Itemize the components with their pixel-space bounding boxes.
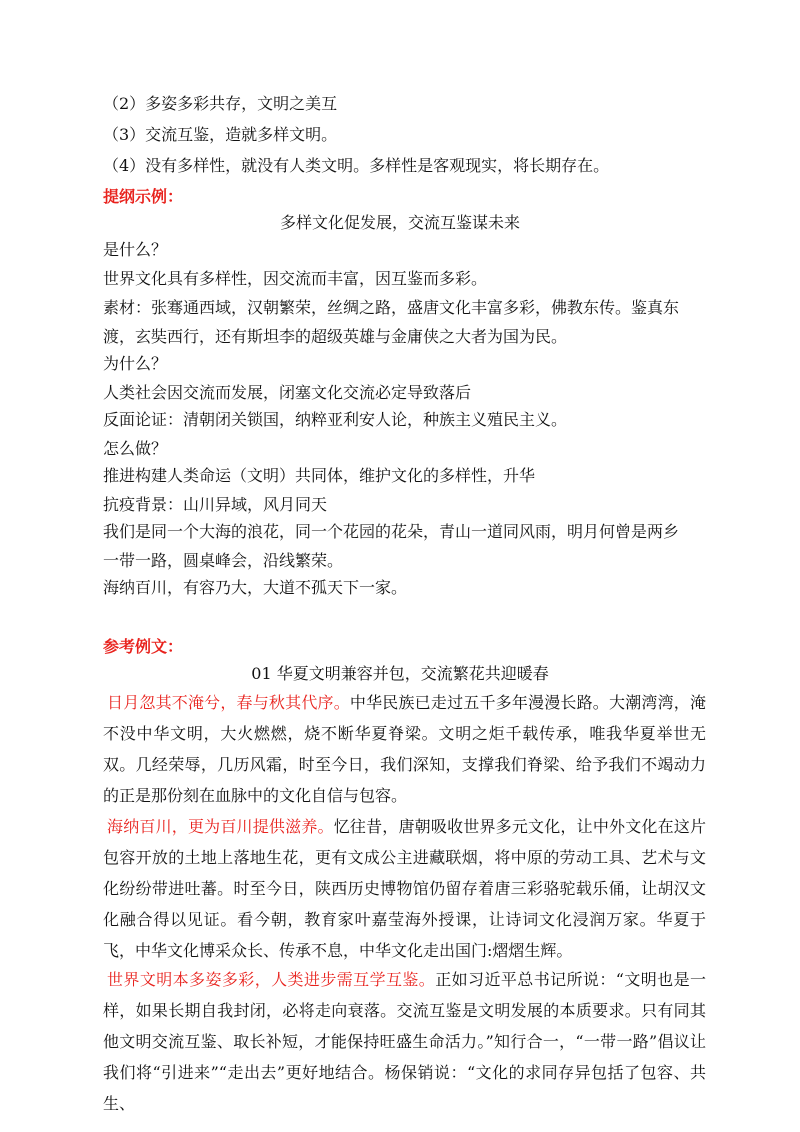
essay-paragraph-3 bbox=[103, 964, 706, 1119]
paragraph-topic-sentence: 世界文明本多姿多彩，人类进步需互学互鉴。 bbox=[107, 970, 436, 989]
outline-line: 我们是同一个大海的浪花，同一个花园的花朵，青山一道同风雨，明月何曾是两乡 bbox=[103, 522, 680, 541]
paragraph-body: 忆往昔，唐朝吸收世界多元文化，让中外文化在这片包容开放的土地上落地生花，更有文成公主进藏联烟，将中原的劳动工具、艺术与文化纷纷带进吐蕃。时至今日，陕西历史博物馆仍留存着唐三彩骆驼载乐俑，让胡汉文化融合得以见证。看今朝，教育家叶嘉莹海外授课，让诗词文化浸润万家。华夏于飞，中华文化博采众长、传承不息，中华文化走出国门:熠熠生辉。 bbox=[103, 817, 706, 960]
outline-line-2: （2）多姿多彩共存，文明之美互 bbox=[103, 94, 338, 113]
outline-title: 多样文化促发展，交流互鉴谋未来 bbox=[279, 213, 520, 232]
outline-line: 世界文化具有多样性，因交流而丰富，因互鉴而多彩。 bbox=[103, 269, 488, 288]
essay-paragraph-2 bbox=[103, 811, 706, 966]
outline-line: 一带一路，圆桌峰会，沿线繁荣。 bbox=[103, 551, 344, 570]
outline-line: 素材：张骞通西域，汉朝繁荣，丝绸之路，盛唐文化丰富多彩，佛教东传。鉴真东 bbox=[103, 298, 680, 317]
outline-why: 为什么？ bbox=[103, 354, 168, 373]
paragraph-topic-sentence: 日月忽其不淹兮，春与秋其代序。 bbox=[107, 693, 350, 712]
outline-line: 人类社会因交流而发展，闭塞文化交流必定导致落后 bbox=[103, 383, 472, 402]
outline-line: 渡，玄奘西行，还有斯坦李的超级英雄与金庸侠之大者为国为民。 bbox=[103, 327, 568, 346]
paragraph-body: 正如习近平总书记所说：“文明也是一样，如果长期自我封闭，必将走向衰落。交流互鉴是文明发展的本质要求。只有同其他文明交流互鉴、取长补短，才能保持旺盛生命活力。”知行合一，“一带一路”倡议让我们将“引进来”“走出去”更好地结合。杨保销说：“文化的求同存异包括了包容、共生、 bbox=[103, 970, 706, 1113]
outline-line: 海纳百川，有容乃大，大道不孤天下一家。 bbox=[103, 578, 408, 597]
essay-title: 01 华夏文明兼容并包，交流繁花共迎暖春 bbox=[251, 664, 549, 683]
outline-line: 抗疫背景：山川异域，风月同天 bbox=[103, 495, 328, 514]
outline-what: 是什么？ bbox=[103, 240, 168, 259]
outline-line-4: （4）没有多样性，就没有人类文明。多样性是客观现实，将长期存在。 bbox=[103, 156, 610, 175]
outline-line-3: （3）交流互鉴，造就多样文明。 bbox=[103, 125, 338, 144]
outline-line: 反面论证：清朝闭关锁国，纳粹亚利安人论，种族主义殖民主义。 bbox=[103, 410, 568, 429]
paragraph-topic-sentence: 海纳百川，更为百川提供滋养。 bbox=[107, 817, 334, 836]
essay-paragraph-1 bbox=[103, 687, 706, 811]
paragraph-body: 中华民族已走过五千多年漫漫长路。大潮湾湾，淹不没中华文明，大火燃燃，烧不断华夏脊梁。文明之炬千载传承，唯我华夏举世无双。几经荣辱，几历风霜，时至今日，我们深知，支撑我们脊梁、给予我们不竭动力的正是那份刻在血脉中的文化自信与包容。 bbox=[103, 693, 706, 805]
outline-line: 推进构建人类命运（文明）共同体，维护文化的多样性，升华 bbox=[103, 466, 536, 485]
essay-heading: 参考例文： bbox=[103, 637, 184, 656]
outline-how: 怎么做？ bbox=[103, 439, 168, 458]
outline-heading: 提纲示例： bbox=[103, 187, 184, 206]
